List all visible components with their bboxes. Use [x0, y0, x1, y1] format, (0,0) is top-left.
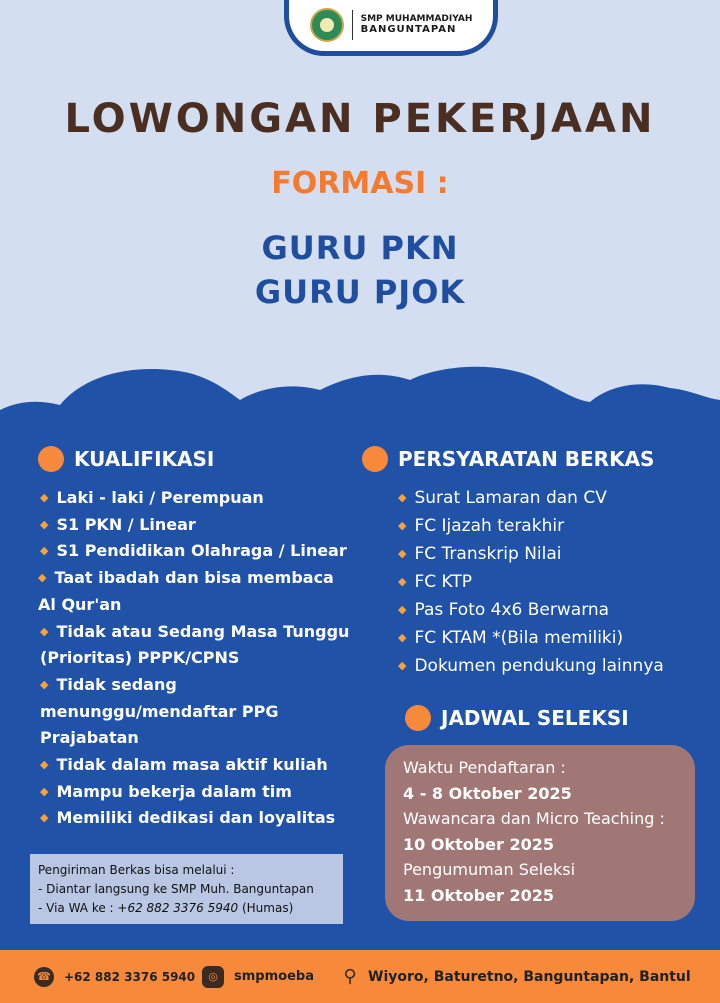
kualifikasi-title: KUALIFIKASI	[74, 447, 215, 471]
list-item: ◆ Memiliki dedikasi dan loyalitas	[40, 808, 336, 828]
logo-line-2: BANGUNTAPAN	[360, 23, 457, 35]
headline: LOWONGAN PEKERJAAN	[64, 96, 656, 142]
school-seal-icon	[310, 8, 344, 42]
positions	[0, 226, 720, 314]
diamond-bullet-icon: ◆	[398, 491, 407, 504]
footer-instagram-text: smpmoeba	[234, 969, 314, 984]
kualifikasi-list	[40, 485, 350, 832]
diamond-bullet-icon: ◆	[40, 811, 49, 825]
list-item: ◆ Laki - laki / Perempuan	[40, 488, 264, 507]
persyaratan-list	[398, 484, 708, 680]
phone-icon: ☎	[34, 967, 54, 987]
footer-bar	[0, 950, 720, 1003]
logo-text	[361, 14, 473, 36]
bullet-circle-icon	[405, 705, 431, 731]
list-item: ◆ Taat ibadah dan bisa membaca Al Qur'an	[38, 568, 334, 614]
diamond-bullet-icon: ◆	[40, 677, 49, 691]
diamond-bullet-icon: ◆	[40, 624, 49, 638]
list-item: ◆ FC Transkrip Nilai	[398, 544, 562, 564]
footer-address-text: Wiyoro, Baturetno, Banguntapan, Bantul	[368, 968, 691, 985]
location-pin-icon: ⚲	[343, 966, 357, 987]
schedule-date: 10 Oktober 2025	[403, 834, 555, 854]
bullet-circle-icon	[38, 446, 64, 472]
list-item: ◆ FC KTP	[398, 572, 472, 592]
diamond-bullet-icon: ◆	[40, 544, 49, 558]
list-item: ◆ S1 Pendidikan Olahraga / Linear	[40, 541, 347, 561]
persyaratan-header	[362, 446, 654, 472]
diamond-bullet-icon: ◆	[40, 758, 49, 772]
schedule-box	[385, 745, 695, 921]
position-item: GURU PKN	[261, 229, 459, 267]
schedule-date: 11 Oktober 2025	[403, 885, 555, 905]
schedule-date: 4 - 8 Oktober 2025	[403, 783, 572, 803]
schedule-label: Waktu Pendaftaran :	[403, 758, 566, 777]
list-item: ◆ FC Ijazah terakhir	[398, 516, 565, 536]
schedule-label: Pengumuman Seleksi	[403, 860, 576, 879]
diamond-bullet-icon: ◆	[398, 603, 407, 616]
list-item: ◆ FC KTAM *(Bila memiliki)	[398, 628, 624, 648]
header-background	[0, 0, 720, 420]
school-logo-badge	[284, 0, 498, 56]
persyaratan-title: PERSYARATAN BERKAS	[398, 447, 655, 471]
schedule-label: Wawancara dan Micro Teaching :	[403, 809, 665, 828]
diamond-bullet-icon: ◆	[38, 571, 47, 585]
diamond-bullet-icon: ◆	[398, 631, 407, 644]
instagram-icon: ◎	[202, 966, 224, 988]
note-title: Pengiriman Berkas bisa melalui :	[38, 863, 235, 877]
diamond-bullet-icon: ◆	[40, 784, 49, 798]
list-item: ◆ Dokumen pendukung lainnya	[398, 656, 664, 676]
list-item: ◆ Surat Lamaran dan CV	[398, 488, 607, 508]
formasi-label: FORMASI :	[271, 166, 449, 201]
footer-phone[interactable]	[34, 967, 202, 987]
list-item: ◆ Tidak atau Sedang Masa Tunggu (Prioritas) PPPK/CPNS	[40, 621, 350, 668]
logo-line-1: SMP MUHAMMADIYAH	[360, 13, 473, 24]
list-item: ◆ Tidak sedang menunggu/mendaftar PPG Prajabatan	[40, 674, 279, 748]
list-item: ◆ Tidak dalam masa aktif kuliah	[40, 755, 328, 775]
diamond-bullet-icon: ◆	[398, 547, 407, 560]
jadwal-header	[405, 705, 629, 731]
footer-address	[342, 967, 691, 987]
list-item: ◆ Mampu bekerja dalam tim	[40, 781, 292, 801]
note-line-1: - Diantar langsung ke SMP Muh. Banguntapan	[38, 882, 314, 896]
logo-divider	[352, 10, 353, 40]
footer-phone-text: +62 882 3376 5940	[64, 969, 196, 984]
diamond-bullet-icon: ◆	[398, 575, 407, 588]
diamond-bullet-icon: ◆	[398, 659, 407, 672]
note-line-2: - Via WA ke : +62 882 3376 5940 (Humas)	[38, 901, 294, 915]
submission-note	[30, 854, 343, 924]
list-item: ◆ Pas Foto 4x6 Berwarna	[398, 600, 610, 620]
kualifikasi-header	[38, 446, 214, 472]
diamond-bullet-icon: ◆	[398, 519, 407, 532]
bullet-circle-icon	[362, 446, 388, 472]
footer-instagram[interactable]	[202, 966, 342, 988]
diamond-bullet-icon: ◆	[40, 517, 49, 531]
diamond-bullet-icon: ◆	[40, 491, 49, 504]
jadwal-title: JADWAL SELEKSI	[441, 706, 629, 730]
list-item: ◆ S1 PKN / Linear	[40, 514, 196, 534]
note-phone: +62 882 3376 5940	[117, 901, 239, 915]
position-item: GURU PJOK	[254, 273, 466, 311]
